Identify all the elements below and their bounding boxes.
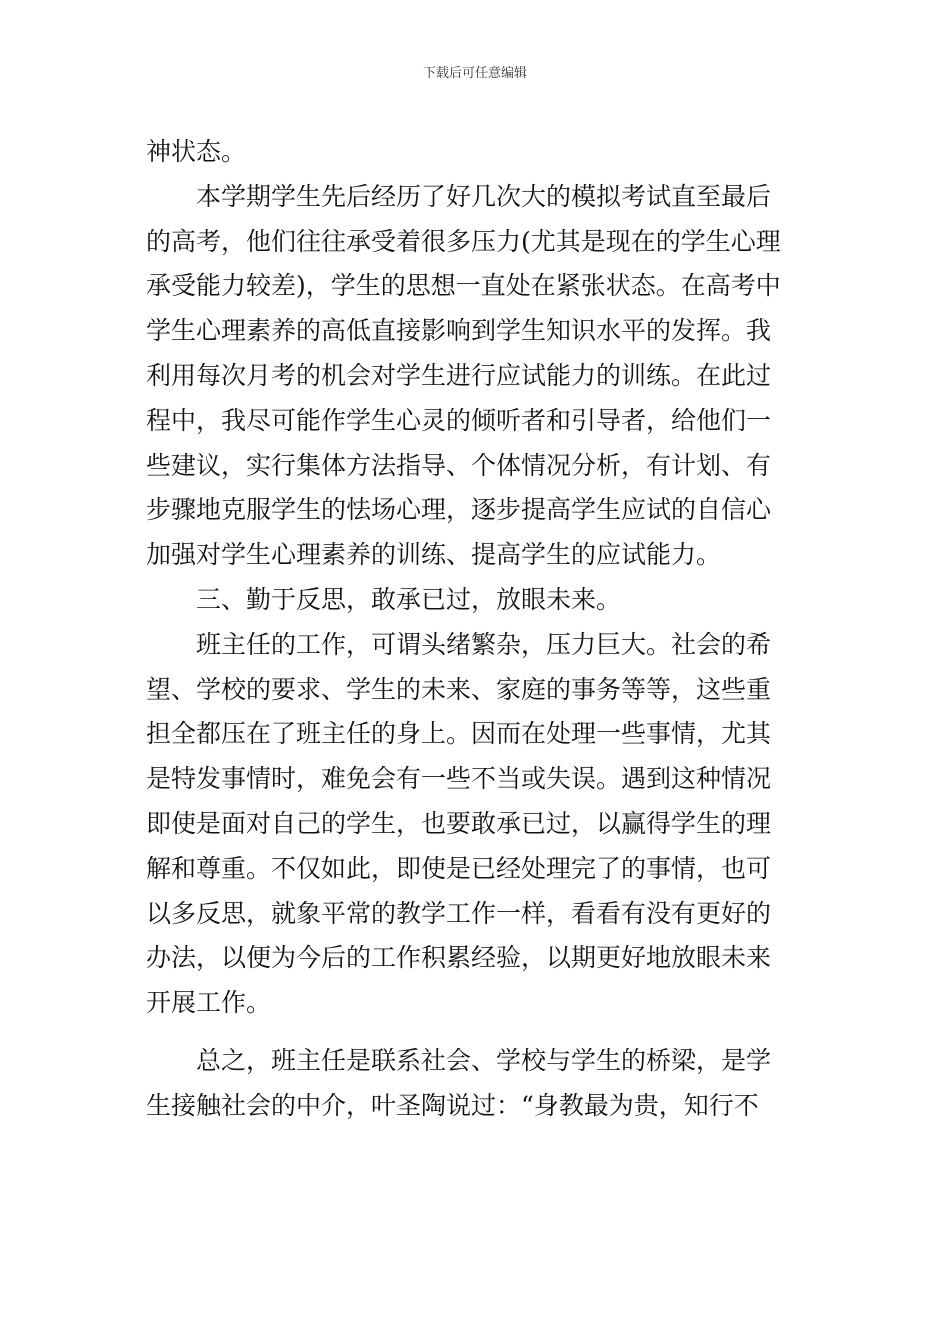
text-line: 以多反思，就象平常的教学工作一样，看看有没有更好的 <box>146 898 772 928</box>
text-line: 的高考，他们往往承受着很多压力(尤其是现在的学生心理 <box>146 226 781 256</box>
text-line: 三、勤于反思，敢承已过，放眼未来。 <box>196 584 622 614</box>
text-line: 班主任的工作，可谓头绪繁杂，压力巨大。社会的希 <box>196 629 772 659</box>
paragraph-gap <box>146 1026 810 1039</box>
text-line: 担全都压在了班主任的身上。因而在处理一些事情，尤其 <box>146 719 772 749</box>
text-line: 步骤地克服学生的怯场心理，逐步提高学生应试的自信心 <box>146 495 772 525</box>
text-line: 即使是面对自己的学生，也要敢承已过，以赢得学生的理 <box>146 808 772 838</box>
text-line: 办法，以便为今后的工作积累经验，以期更好地放眼未来 <box>146 943 772 973</box>
text-line: 利用每次月考的机会对学生进行应试能力的训练。在此过 <box>146 360 772 390</box>
text-line: 望、学校的要求、学生的未来、家庭的事务等等，这些重 <box>146 674 772 704</box>
text-line: 加强对学生心理素养的训练、提高学生的应试能力。 <box>146 540 722 570</box>
text-line: 是特发事情时，难免会有一些不当或失误。遇到这种情况 <box>146 764 772 794</box>
text-line: 生接触社会的中介，叶圣陶说过：“身教最为贵，知行不 <box>146 1090 759 1120</box>
text-line: 程中，我尽可能作学生心灵的倾听者和引导者，给他们一 <box>146 405 772 435</box>
text-line: 承受能力较差)，学生的思想一直处在紧张状态。在高考中 <box>146 271 781 301</box>
text-line: 本学期学生先后经历了好几次大的模拟考试直至最后 <box>196 181 772 211</box>
body-text <box>146 130 810 1129</box>
text-line: 解和尊重。不仅如此，即使是已经处理完了的事情，也可 <box>146 853 772 883</box>
text-line: 开展工作。 <box>146 988 272 1018</box>
text-line: 学生心理素养的高低直接影响到学生知识水平的发挥。我 <box>146 316 772 346</box>
text-line: 神状态。 <box>146 137 247 166</box>
text-line: 总之，班主任是联系社会、学校与学生的桥梁，是学 <box>196 1045 772 1075</box>
page-header: 下载后可任意编辑 <box>422 66 527 81</box>
text-line: 些建议，实行集体方法指导、个体情况分析，有计划、有 <box>146 450 772 480</box>
